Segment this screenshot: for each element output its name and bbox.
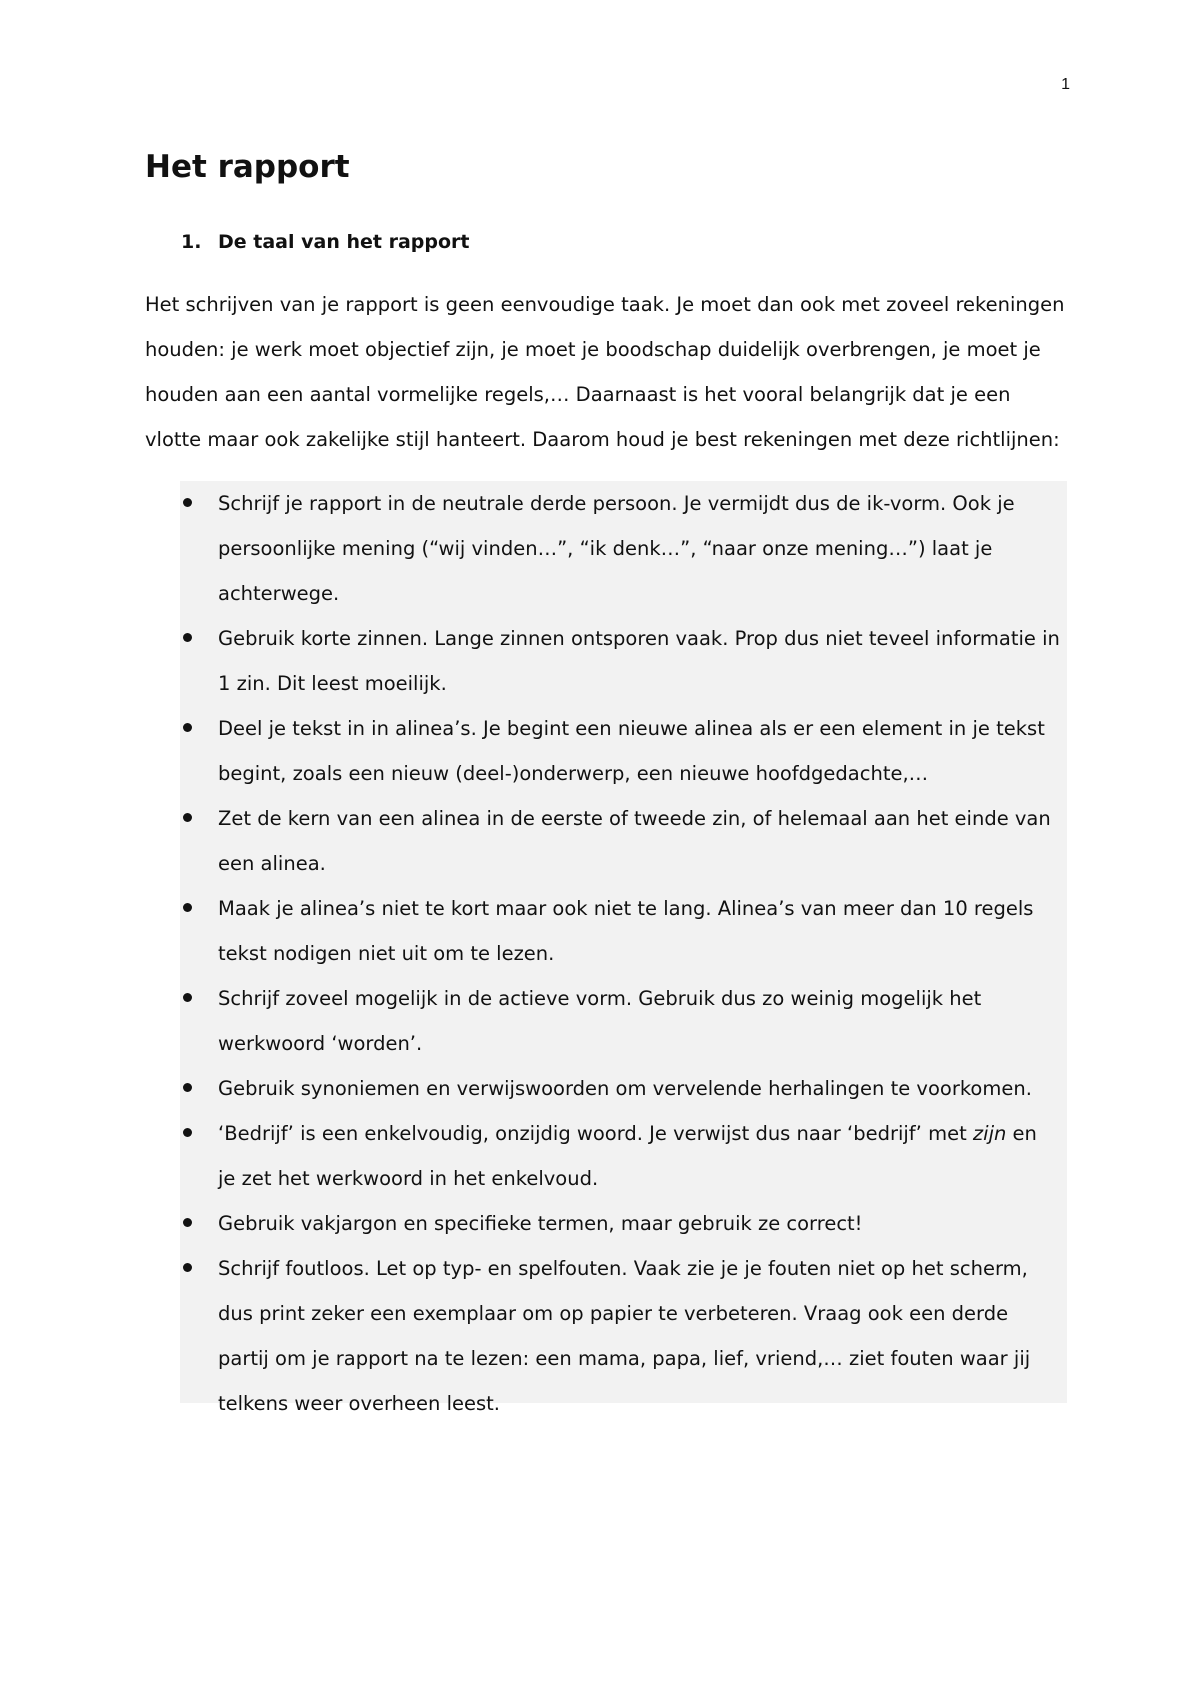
- list-item: [180, 1111, 1067, 1201]
- bullet-icon: [183, 498, 192, 507]
- list-item-line: tekst nodigen niet uit om te lezen.: [218, 942, 555, 965]
- bullet-icon: [183, 1128, 192, 1137]
- list-item-line: Gebruik vakjargon en specifieke termen, maar gebruik ze correct!: [218, 1212, 863, 1235]
- intro-line: houden aan een aantal vormelijke regels,… Daarnaast is het vooral belangrijk dat je een: [145, 383, 1011, 406]
- list-item-text: en: [1006, 1122, 1037, 1145]
- bullet-icon: [183, 1218, 192, 1227]
- bullet-icon: [183, 633, 192, 642]
- list-item-line: Zet de kern van een alinea in de eerste of tweede zin, of helemaal aan het einde van: [218, 807, 1051, 830]
- intro-line: Het schrijven van je rapport is geen eenvoudige taak. Je moet dan ook met zoveel rekeningen: [145, 293, 1065, 316]
- list-item-line: Gebruik korte zinnen. Lange zinnen ontsporen vaak. Prop dus niet teveel informatie in: [218, 627, 1060, 650]
- list-item: [180, 706, 1067, 796]
- list-item-line: dus print zeker een exemplaar om op papier te verbeteren. Vraag ook een derde: [218, 1302, 1009, 1325]
- list-item-line: je zet het werkwoord in het enkelvoud.: [218, 1167, 599, 1190]
- intro-line: vlotte maar ook zakelijke stijl hanteert. Daarom houd je best rekeningen met deze richtlijnen:: [145, 428, 1060, 451]
- list-item: [180, 1201, 1067, 1246]
- list-item-text: ‘Bedrijf’ is een enkelvoudig, onzijdig woord. Je verwijst dus naar ‘bedrijf’ met: [218, 1122, 973, 1145]
- list-item-emphasis: zijn: [972, 1122, 1007, 1145]
- list-item-line: 1 zin. Dit leest moeilijk.: [218, 672, 447, 695]
- document-title: Het rapport: [145, 149, 350, 185]
- list-item: [180, 616, 1067, 706]
- list-item-line: Schrijf zoveel mogelijk in de actieve vorm. Gebruik dus zo weinig mogelijk het: [218, 987, 982, 1010]
- intro-paragraph: [145, 282, 1065, 462]
- section-heading: [181, 228, 469, 256]
- list-item: [180, 1066, 1067, 1111]
- bullet-icon: [183, 723, 192, 732]
- intro-line: houden: je werk moet objectief zijn, je moet je boodschap duidelijk overbrengen, je moet je: [145, 338, 1041, 361]
- list-item-line: werkwoord ‘worden’.: [218, 1032, 423, 1055]
- list-item-line: persoonlijke mening (“wij vinden…”, “ik denk…”, “naar onze mening…”) laat je: [218, 537, 993, 560]
- list-item-line: Deel je tekst in in alinea’s. Je begint een nieuwe alinea als er een element in je tekst: [218, 717, 1045, 740]
- bullet-icon: [183, 1263, 192, 1272]
- list-item: [180, 976, 1067, 1066]
- list-item: [180, 481, 1067, 616]
- list-item-line: partij om je rapport na te lezen: een mama, papa, lief, vriend,… ziet fouten waar jij: [218, 1347, 1031, 1370]
- page-number: 1: [1061, 76, 1070, 93]
- list-item: [180, 886, 1067, 976]
- list-item: [180, 796, 1067, 886]
- section-number: 1.: [181, 231, 202, 253]
- bullet-icon: [183, 813, 192, 822]
- list-item-line: een alinea.: [218, 852, 326, 875]
- list-item: [180, 1246, 1067, 1426]
- guidelines-list: [180, 481, 1067, 1415]
- list-item-line: Maak je alinea’s niet te kort maar ook niet te lang. Alinea’s van meer dan 10 regels: [218, 897, 1034, 920]
- bullet-icon: [183, 903, 192, 912]
- section-title: De taal van het rapport: [218, 231, 470, 253]
- list-item-line: achterwege.: [218, 582, 340, 605]
- list-item-line: Schrijf foutloos. Let op typ- en spelfouten. Vaak zie je je fouten niet op het scherm,: [218, 1257, 1028, 1280]
- bullet-icon: [183, 993, 192, 1002]
- bullet-icon: [183, 1083, 192, 1092]
- list-item-line: Schrijf je rapport in de neutrale derde persoon. Je vermijdt dus de ik-vorm. Ook je: [218, 492, 1015, 515]
- list-item-line: telkens weer overheen leest.: [218, 1392, 500, 1415]
- list-item-line: [218, 1111, 1067, 1156]
- list-item-line: begint, zoals een nieuw (deel-)onderwerp, een nieuwe hoofdgedachte,…: [218, 762, 929, 785]
- list-item-line: Gebruik synoniemen en verwijswoorden om vervelende herhalingen te voorkomen.: [218, 1077, 1032, 1100]
